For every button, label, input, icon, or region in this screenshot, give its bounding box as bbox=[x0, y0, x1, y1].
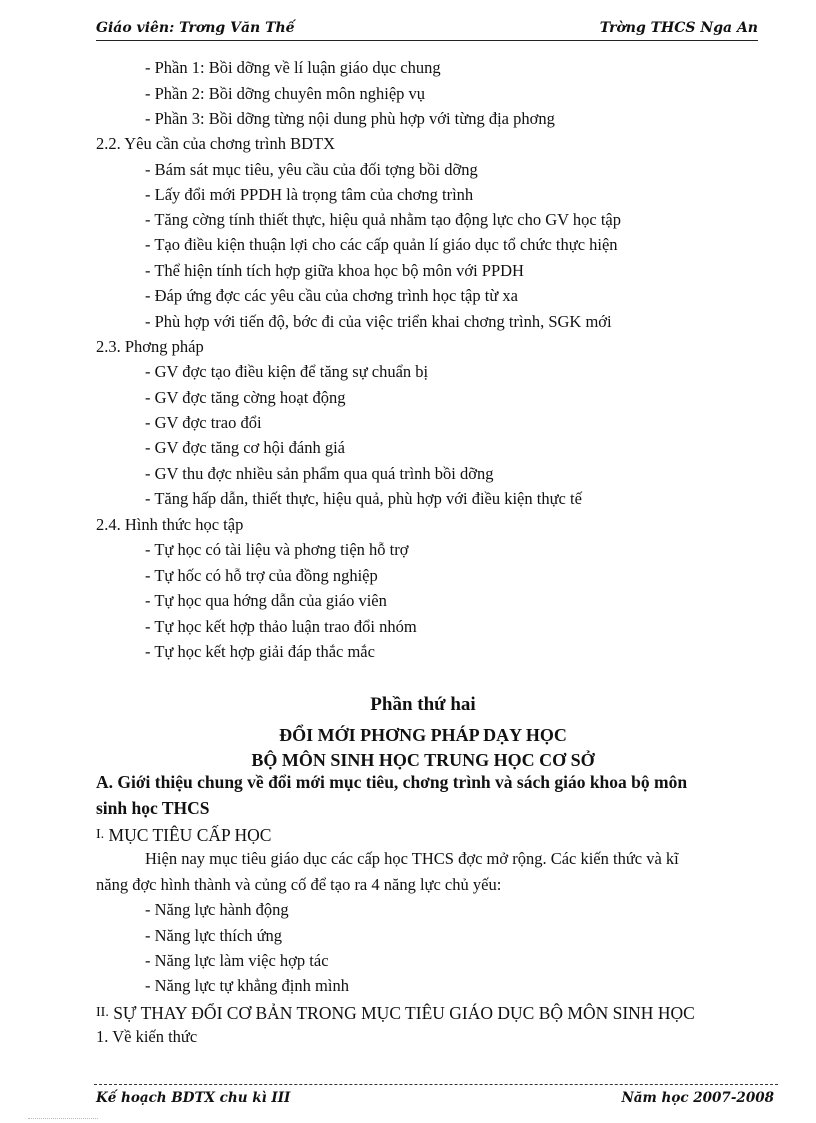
section-i-number: I. bbox=[96, 827, 105, 842]
section-a-heading-cont: sinh học THCS bbox=[96, 798, 210, 818]
section-a-heading: A. Giới thiệu chung về đổi mới mục tiêu, chơng trình và sách giáo khoa bộ môn bbox=[96, 772, 688, 792]
bullet-line: - Năng lực thích ứng bbox=[145, 926, 283, 945]
section-ii-number: II. bbox=[96, 1005, 109, 1020]
bullet-line: - GV đợc tạo điều kiện để tăng sự chuẩn bị bbox=[145, 362, 429, 381]
page-footer bbox=[96, 1088, 774, 1112]
section-ii-title: SỰ THAY ĐỔI CƠ BẢN TRONG MỤC TIÊU GIÁO DỤC BỘ MÔN SINH HỌC bbox=[113, 1003, 695, 1023]
section-heading-2-4: 2.4. Hình thức học tập bbox=[96, 515, 244, 534]
bullet-line: - Năng lực hành động bbox=[145, 900, 289, 919]
footer-plan: Kế hoạch BDTX chu kì III bbox=[96, 1090, 291, 1106]
bullet-line: - Đáp ứng đợc các yêu cầu của chơng trình học tập từ xa bbox=[145, 286, 518, 305]
bullet-line: - Tự hốc có hỗ trợ của đồng nghiệp bbox=[145, 566, 378, 585]
bullet-line: - Tự học có tài liệu và phơng tiện hỗ trợ bbox=[145, 540, 409, 559]
subsection-heading: 1. Về kiến thức bbox=[96, 1027, 198, 1046]
bullet-line: - GV thu đợc nhiều sản phẩm qua quá trình bồi dỡng bbox=[145, 464, 494, 483]
bullet-line: - GV đợc tăng cờng hoạt động bbox=[145, 388, 346, 407]
bullet-line: - Tạo điều kiện thuận lợi cho các cấp quản lí giáo dục tổ chức thực hiện bbox=[145, 235, 618, 254]
bullet-line: - Thể hiện tính tích hợp giữa khoa học bộ môn với PPDH bbox=[145, 261, 524, 280]
footer-divider bbox=[94, 1084, 778, 1085]
part-subtitle-2: BỘ MÔN SINH HỌC TRUNG HỌC CƠ SỞ bbox=[251, 750, 595, 770]
paragraph-line: Hiện nay mục tiêu giáo dục các cấp học THCS đợc mở rộng. Các kiến thức và kĩ bbox=[145, 849, 679, 868]
bullet-line: - GV đợc tăng cơ hội đánh giá bbox=[145, 438, 345, 457]
bullet-line: - Phần 1: Bồi dỡng về lí luận giáo dục chung bbox=[145, 58, 441, 77]
part-subtitle-1: ĐỔI MỚI PHƠNG PHÁP DẠY HỌC bbox=[279, 725, 567, 745]
bullet-line: - Năng lực làm việc hợp tác bbox=[145, 951, 329, 970]
header-school: Trờng THCS Nga An bbox=[599, 20, 758, 36]
bullet-line: - Tự học kết hợp giải đáp thắc mắc bbox=[145, 642, 375, 661]
corner-dots bbox=[28, 1118, 98, 1119]
bullet-line: - Phù hợp với tiến độ, bớc đi của việc triển khai chơng trình, SGK mới bbox=[145, 312, 612, 331]
part-title: Phần thứ hai bbox=[370, 694, 476, 715]
section-i-heading bbox=[96, 824, 271, 846]
bullet-line: - Tự học kết hợp thảo luận trao đổi nhóm bbox=[145, 617, 417, 636]
section-heading-2-3: 2.3. Phơng pháp bbox=[96, 337, 204, 356]
page-header bbox=[96, 18, 758, 41]
section-ii-heading bbox=[96, 1002, 695, 1024]
section-heading-2-2: 2.2. Yêu cần của chơng trình BDTX bbox=[96, 134, 336, 153]
bullet-line: - Bám sát mục tiêu, yêu cầu của đối tợng bồi dỡng bbox=[145, 160, 478, 179]
bullet-line: - Tăng hấp dẫn, thiết thực, hiệu quả, phù hợp với điều kiện thực tế bbox=[145, 489, 582, 508]
bullet-line: - Tự học qua hớng dẫn của giáo viên bbox=[145, 591, 387, 610]
footer-school-year: Năm học 2007-2008 bbox=[621, 1090, 774, 1106]
section-i-title: MỤC TIÊU CẤP HỌC bbox=[108, 825, 272, 845]
paragraph-line: năng đợc hình thành và củng cố để tạo ra 4 năng lực chủ yếu: bbox=[96, 875, 502, 894]
bullet-line: - GV đợc trao đổi bbox=[145, 413, 262, 432]
bullet-line: - Lấy đổi mới PPDH là trọng tâm của chơng trình bbox=[145, 185, 474, 204]
header-teacher: Giáo viên: Trơng Văn Thế bbox=[96, 20, 295, 36]
bullet-line: - Tăng cờng tính thiết thực, hiệu quả nhằm tạo động lực cho GV học tập bbox=[145, 210, 621, 229]
bullet-line: - Năng lực tự khẳng định mình bbox=[145, 976, 349, 995]
bullet-line: - Phần 2: Bồi dỡng chuyên môn nghiệp vụ bbox=[145, 84, 426, 103]
bullet-line: - Phần 3: Bồi dỡng từng nội dung phù hợp với từng địa phơng bbox=[145, 109, 555, 128]
